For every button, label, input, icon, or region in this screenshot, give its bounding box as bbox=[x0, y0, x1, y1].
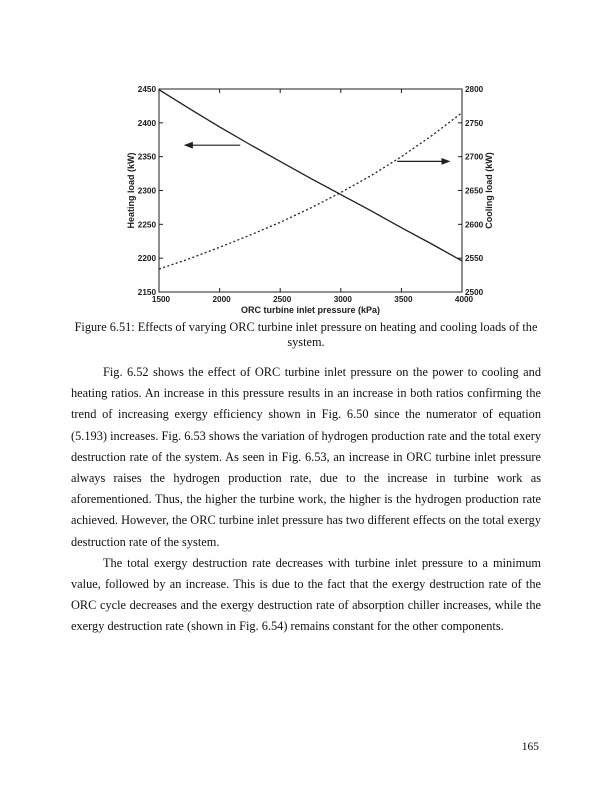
left-y-tick-label: 2200 bbox=[137, 254, 156, 264]
heating-load-series bbox=[159, 90, 462, 261]
left-y-tick-label: 2350 bbox=[137, 152, 156, 162]
x-tick-label: 2000 bbox=[212, 295, 231, 304]
right-y-tick-label: 2500 bbox=[465, 288, 484, 297]
x-tick-label: 3000 bbox=[333, 295, 352, 304]
right-y-axis-label: Cooling load (kW) bbox=[484, 152, 494, 229]
x-axis-label: ORC turbine inlet pressure (kPa) bbox=[240, 305, 381, 315]
right-y-tick-label: 2700 bbox=[465, 152, 484, 162]
right-y-tick-label: 2550 bbox=[465, 254, 484, 264]
right-arrow-annotation-head bbox=[441, 158, 450, 165]
paragraph: Fig. 6.52 shows the effect of ORC turbine inlet pressure on the power to cooling and heating ratios. An increase in this pressure results in an increase in both ratios confirming the trend of increasing exergy efficiency shown in Fig. 6.50 since the numerator of equation (5.193) increases. Fig. 6.53 shows the variation of hydrogen production rate and the total exery destruction rate of the system. As seen in Fig. 6.53, an increase in ORC turbine inlet pressure always raises the hydrogen production rate, due to the increase in turbine work as aforementioned. Thus, the higher the turbine work, the higher is the hydrogen production rate achieved. However, the ORC turbine inlet pressure has two different effects on the total exergy destruction rate of the system. bbox=[71, 365, 541, 549]
figure-caption: Figure 6.51: Effects of varying ORC turbine inlet pressure on heating and cooling loads of the system. bbox=[74, 320, 538, 349]
cooling-load-series bbox=[159, 113, 462, 269]
x-tick-label: 3500 bbox=[394, 295, 413, 304]
left-y-tick-label: 2300 bbox=[137, 186, 156, 196]
x-tick-label: 2500 bbox=[273, 295, 292, 304]
left-arrow-annotation-head bbox=[184, 142, 193, 149]
figure-chart bbox=[0, 0, 612, 318]
x-tick-label: 1500 bbox=[151, 295, 171, 304]
left-y-tick-label: 2150 bbox=[137, 288, 156, 297]
right-y-tick-label: 2600 bbox=[465, 220, 484, 230]
left-y-tick-label: 2400 bbox=[137, 118, 156, 128]
paragraph: The total exergy destruction rate decreases with turbine inlet pressure to a minimum value, followed by an increase. This is due to the fact that the exergy destruction rate of the ORC cycle decreases and the exergy destruction rate of absorption chiller increases, while the exergy destruction rate (shown in Fig. 6.54) remains constant for the other components. bbox=[71, 555, 541, 634]
left-y-tick-label: 2250 bbox=[137, 220, 156, 230]
right-y-tick-label: 2750 bbox=[465, 118, 484, 128]
x-tick-label: 4000 bbox=[454, 295, 474, 304]
left-y-tick-label: 2450 bbox=[137, 85, 156, 94]
right-y-tick-label: 2800 bbox=[465, 85, 484, 94]
plot-box bbox=[159, 89, 462, 292]
left-y-axis-label: Heating load (kW) bbox=[126, 152, 136, 229]
page-number: 165 bbox=[521, 741, 539, 753]
right-y-tick-label: 2650 bbox=[465, 186, 484, 196]
body-text bbox=[71, 362, 541, 638]
